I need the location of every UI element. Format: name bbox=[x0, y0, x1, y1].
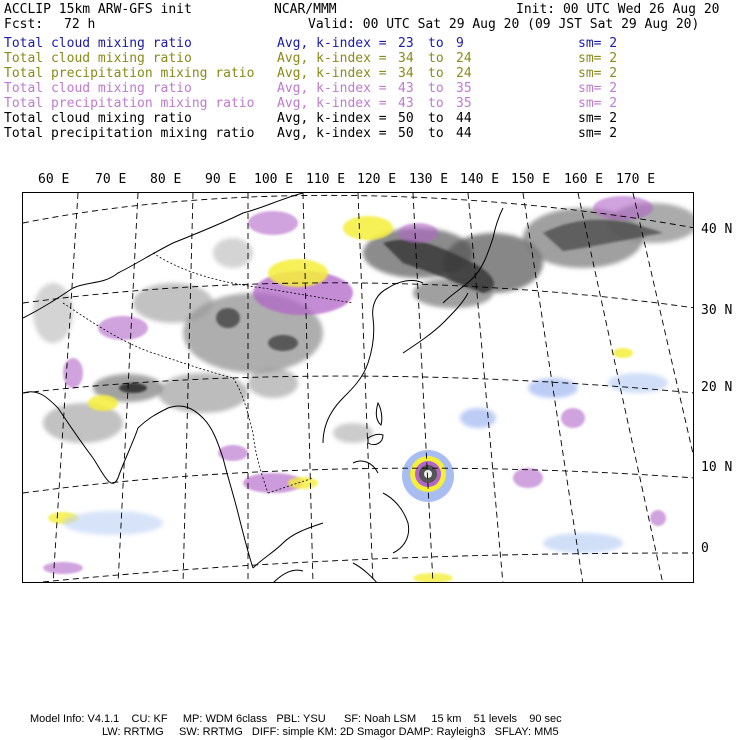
longitude-label: 120 E bbox=[357, 172, 397, 187]
longitude-label: 90 E bbox=[205, 172, 237, 187]
cloud-field-blue bbox=[63, 373, 668, 553]
legend-smoothing: sm= 2 bbox=[578, 51, 618, 66]
legend-smoothing: sm= 2 bbox=[578, 81, 618, 96]
legend-smoothing: sm= 2 bbox=[578, 126, 618, 141]
legend-to: to bbox=[428, 51, 444, 66]
forecast-label: Fcst: bbox=[4, 17, 44, 32]
legend-field-name: Total cloud mixing ratio bbox=[4, 51, 192, 66]
legend-k-end: 35 bbox=[456, 81, 472, 96]
legend-stat: Avg, k-index = bbox=[277, 96, 387, 111]
legend-stat: Avg, k-index = bbox=[277, 51, 387, 66]
legend-k-end: 24 bbox=[456, 66, 472, 81]
longitude-label: 80 E bbox=[150, 172, 182, 187]
legend-to: to bbox=[428, 66, 444, 81]
legend-to: to bbox=[428, 36, 444, 51]
model-title: ACCLIP 15km ARW-GFS init bbox=[4, 2, 192, 17]
longitude-label: 170 E bbox=[616, 172, 656, 187]
map-canvas bbox=[23, 193, 694, 583]
longitude-label: 130 E bbox=[409, 172, 449, 187]
latitude-label: 0 bbox=[701, 541, 709, 556]
legend-k-start: 50 bbox=[398, 111, 414, 126]
longitude-label: 60 E bbox=[38, 172, 70, 187]
legend-stat: Avg, k-index = bbox=[277, 81, 387, 96]
legend-k-start: 50 bbox=[398, 126, 414, 141]
legend-field-name: Total cloud mixing ratio bbox=[4, 81, 192, 96]
legend-k-end: 35 bbox=[456, 96, 472, 111]
legend-k-end: 24 bbox=[456, 51, 472, 66]
legend-field-name: Total cloud mixing ratio bbox=[4, 111, 192, 126]
legend-to: to bbox=[428, 81, 444, 96]
legend-smoothing: sm= 2 bbox=[578, 66, 618, 81]
legend-stat: Avg, k-index = bbox=[277, 126, 387, 141]
org-label: NCAR/MMM bbox=[274, 2, 337, 17]
legend-field-name: Total cloud mixing ratio bbox=[4, 36, 192, 51]
longitude-label: 150 E bbox=[511, 172, 551, 187]
latitude-label: 10 N bbox=[701, 460, 733, 475]
legend-field-name: Total precipitation mixing ratio bbox=[4, 66, 255, 81]
longitude-label: 140 E bbox=[460, 172, 500, 187]
legend-k-end: 44 bbox=[456, 111, 472, 126]
latitude-label: 40 N bbox=[701, 222, 733, 237]
legend-field-name: Total precipitation mixing ratio bbox=[4, 96, 255, 111]
longitude-label: 100 E bbox=[254, 172, 294, 187]
legend-smoothing: sm= 2 bbox=[578, 36, 618, 51]
legend-field-name: Total precipitation mixing ratio bbox=[4, 126, 255, 141]
longitude-label: 160 E bbox=[564, 172, 604, 187]
legend-k-start: 34 bbox=[398, 51, 414, 66]
legend-k-end: 44 bbox=[456, 126, 472, 141]
legend-k-start: 43 bbox=[398, 81, 414, 96]
legend-smoothing: sm= 2 bbox=[578, 111, 618, 126]
legend-to: to bbox=[428, 111, 444, 126]
forecast-map bbox=[22, 192, 694, 583]
init-time: Init: 00 UTC Wed 26 Aug 20 bbox=[516, 2, 720, 17]
latitude-label: 20 N bbox=[701, 380, 733, 395]
legend-stat: Avg, k-index = bbox=[277, 66, 387, 81]
forecast-hours: 72 h bbox=[64, 17, 96, 32]
model-info-line-1: Model Info: V4.1.1 CU: KF MP: WDM 6class PBL: YSU SF: Noah LSM 15 km 51 levels 90 sec bbox=[30, 713, 562, 725]
legend-k-start: 23 bbox=[398, 36, 414, 51]
latitude-label: 30 N bbox=[701, 303, 733, 318]
model-info-line-2: LW: RRTMG SW: RRTMG DIFF: simple KM: 2D Smagor DAMP: Rayleigh3 SFLAY: MM5 bbox=[102, 726, 559, 738]
legend-to: to bbox=[428, 126, 444, 141]
legend-k-start: 43 bbox=[398, 96, 414, 111]
valid-time: Valid: 00 UTC Sat 29 Aug 20 (09 JST Sat 29 Aug 20) bbox=[308, 17, 700, 32]
legend-stat: Avg, k-index = bbox=[277, 36, 387, 51]
legend-k-start: 34 bbox=[398, 66, 414, 81]
legend-smoothing: sm= 2 bbox=[578, 96, 618, 111]
legend-stat: Avg, k-index = bbox=[277, 111, 387, 126]
legend-k-end: 9 bbox=[456, 36, 464, 51]
longitude-label: 110 E bbox=[306, 172, 346, 187]
longitude-label: 70 E bbox=[95, 172, 127, 187]
legend-to: to bbox=[428, 96, 444, 111]
